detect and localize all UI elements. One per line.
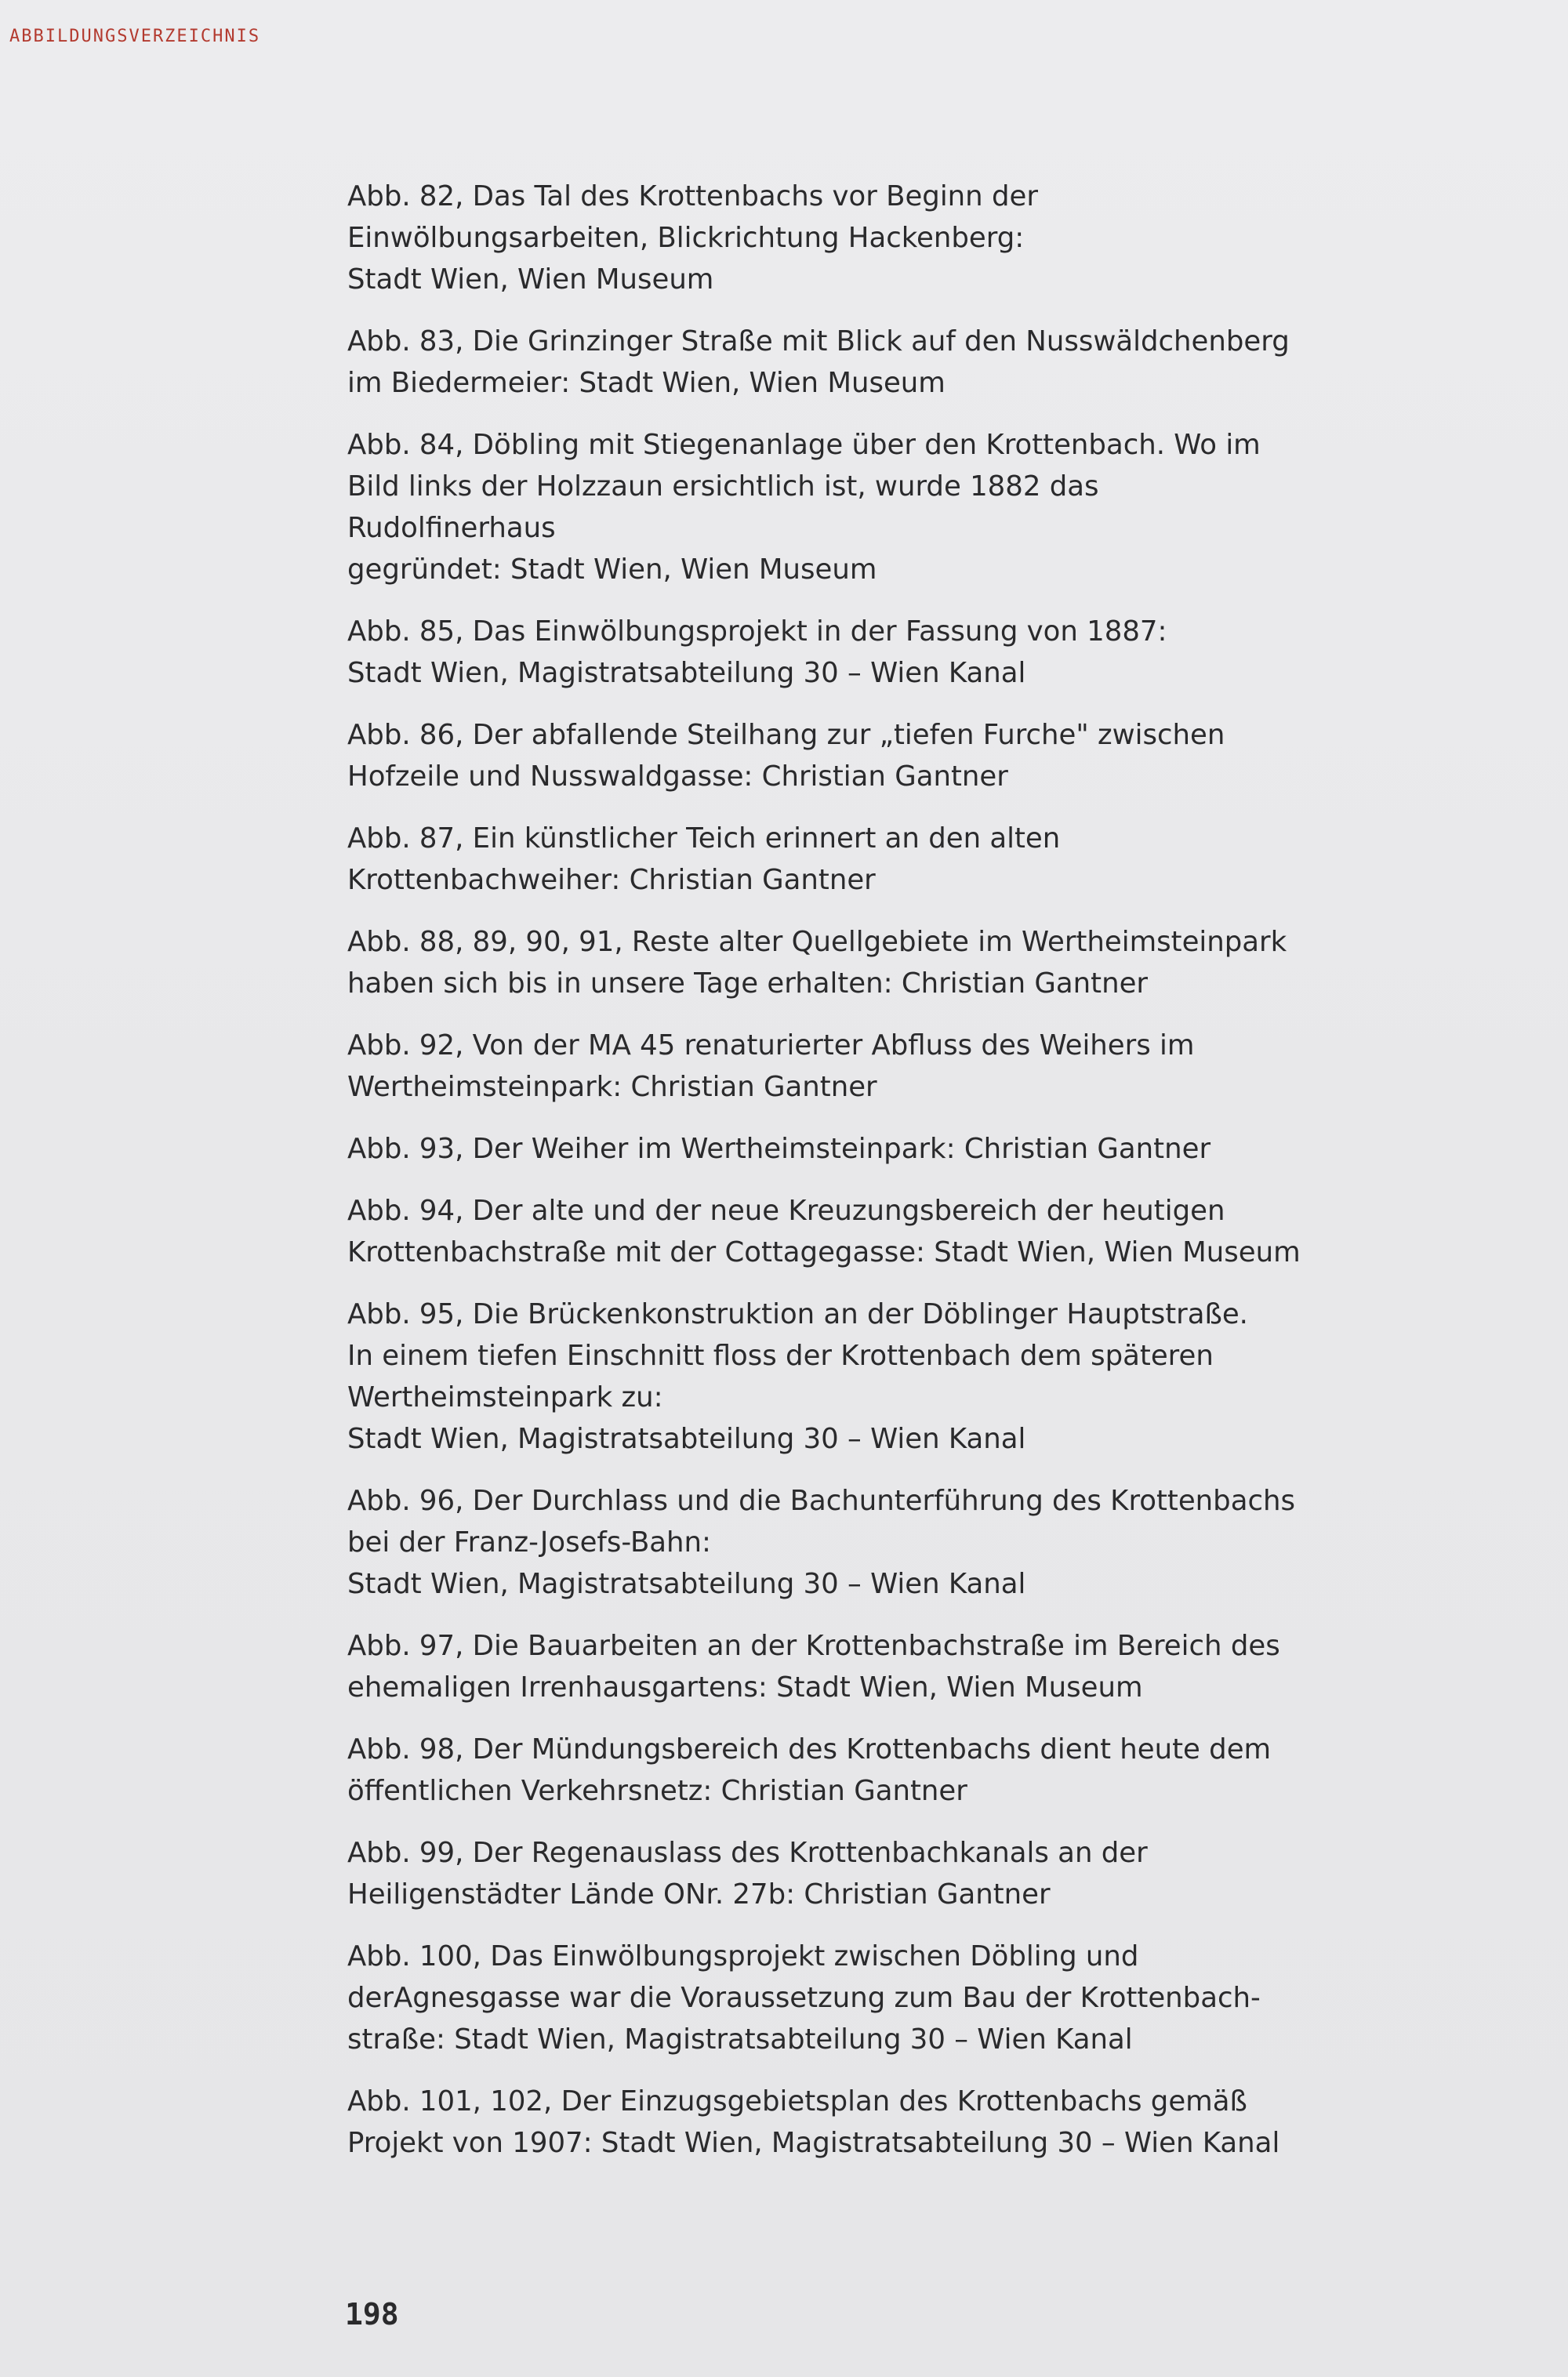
caption-abb-97: Abb. 97, Die Bauarbeiten an der Krottenbachstraße im Bereich des ehemaligen Irrenhausgartens: Stadt Wien, Wien Museum <box>347 1630 1280 1704</box>
caption-abb-96: Abb. 96, Der Durchlass und die Bachunterführung des Krottenbachs bei der Franz-Josefs-Bahn: Stadt Wien, Magistratsabteilung 30 – Wien Kanal <box>347 1485 1295 1600</box>
caption-abb-94: Abb. 94, Der alte und der neue Kreuzungsbereich der heutigen Krottenbachstraße mit der Cottagegasse: Stadt Wien, Wien Museum <box>347 1195 1301 1268</box>
caption-abb-84: Abb. 84, Döbling mit Stiegenanlage über den Krottenbach. Wo im Bild links der Holzzaun ersichtlich ist, wurde 1882 das Rudolfinerhaus gegründet: Stadt Wien, Wien Museum <box>347 429 1261 586</box>
caption-abb-92: Abb. 92, Von der MA 45 renaturierter Abfluss des Weihers im Wertheimsteinpark: Christian Gantner <box>347 1029 1195 1103</box>
caption-abb-100: Abb. 100, Das Einwölbungsprojekt zwischen Döbling und derAgnesgasse war die Voraussetzung zum Bau der Krottenbach- straße: Stadt Wien, Magistratsabteilung 30 – Wien Kanal <box>347 1940 1261 2056</box>
caption-abb-86: Abb. 86, Der abfallende Steilhang zur „tiefen Furche" zwischen Hofzeile und Nusswaldgasse: Christian Gantner <box>347 719 1225 793</box>
caption-abb-83: Abb. 83, Die Grinzinger Straße mit Blick auf den Nusswäldchenberg im Biedermeier: Stadt Wien, Wien Museum <box>347 325 1290 399</box>
caption-abb-88-91: Abb. 88, 89, 90, 91, Reste alter Quellgebiete im Wertheimsteinpark haben sich bis in unsere Tage erhalten: Christian Gantner <box>347 926 1287 1000</box>
caption-abb-95: Abb. 95, Die Brückenkonstruktion an der Döblinger Hauptstraße. In einem tiefen Einschnitt floss der Krottenbach dem späteren Wertheimsteinpark zu: Stadt Wien, Magistratsabteilung 30 – Wien Kanal <box>347 1298 1248 1455</box>
page-number: 198 <box>345 2297 399 2332</box>
caption-abb-99: Abb. 99, Der Regenauslass des Krottenbachkanals an der Heiligenstädter Lände ONr. 27b: Christian Gantner <box>347 1837 1148 1911</box>
caption-abb-85: Abb. 85, Das Einwölbungsprojekt in der Fassung von 1887: Stadt Wien, Magistratsabteilung 30 – Wien Kanal <box>347 615 1167 689</box>
caption-abb-87: Abb. 87, Ein künstlicher Teich erinnert an den alten Krottenbachweiher: Christian Gantner <box>347 822 1061 896</box>
running-head: ABBILDUNGSVERZEICHNIS <box>9 27 261 46</box>
caption-abb-82: Abb. 82, Das Tal des Krottenbachs vor Beginn der Einwölbungsarbeiten, Blickrichtung Hackenberg: Stadt Wien, Wien Museum <box>347 180 1038 296</box>
caption-list <box>347 176 1312 2184</box>
caption-abb-101-102: Abb. 101, 102, Der Einzugsgebietsplan des Krottenbachs gemäß Projekt von 1907: Stadt Wien, Magistratsabteilung 30 – Wien Kanal <box>347 2085 1280 2159</box>
caption-abb-98: Abb. 98, Der Mündungsbereich des Krottenbachs dient heute dem öffentlichen Verkehrsnetz: Christian Gantner <box>347 1733 1272 1807</box>
caption-abb-93: Abb. 93, Der Weiher im Wertheimsteinpark: Christian Gantner <box>347 1133 1211 1165</box>
